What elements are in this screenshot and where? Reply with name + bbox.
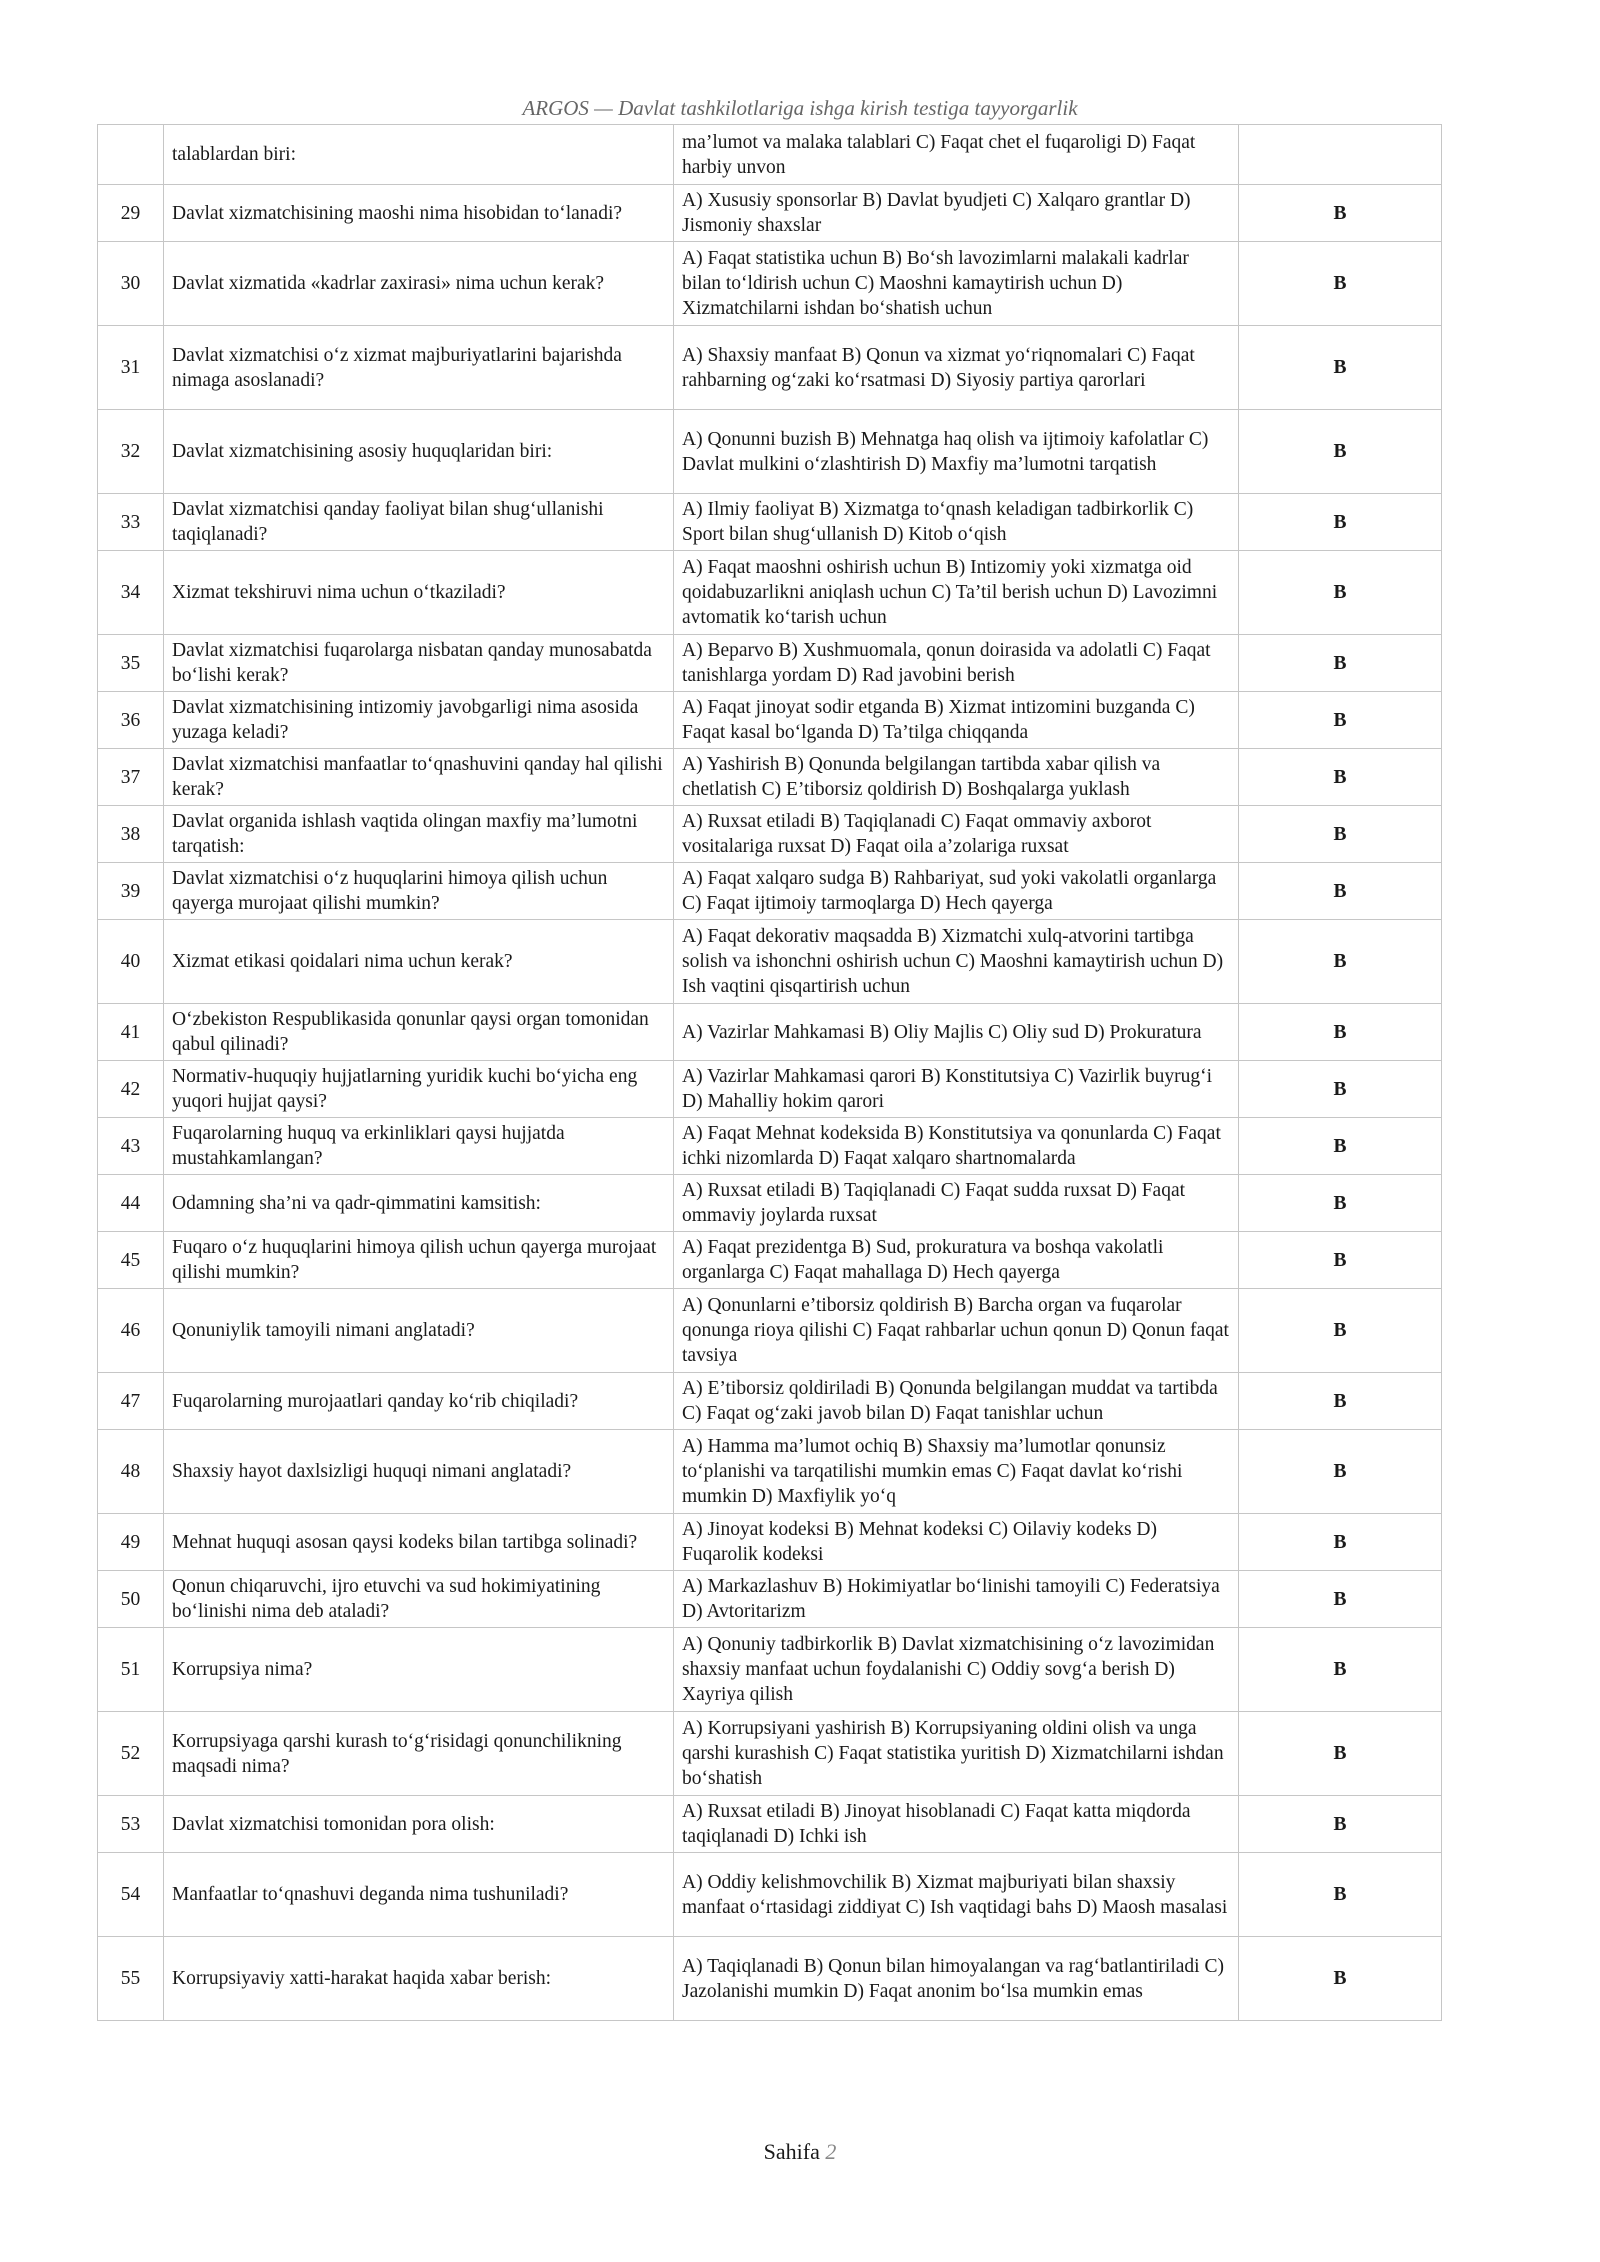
correct-answer: B [1239, 1571, 1442, 1628]
correct-answer: B [1239, 920, 1442, 1004]
correct-answer: B [1239, 1712, 1442, 1796]
correct-answer: B [1239, 1118, 1442, 1175]
question-text: Odamning sha’ni va qadr-qimmatini kamsitish: [164, 1175, 674, 1232]
question-text: Xizmat etikasi qoidalari nima uchun kerak? [164, 920, 674, 1004]
page-footer [0, 2139, 1600, 2165]
correct-answer: B [1239, 635, 1442, 692]
answer-options: A) E’tiborsiz qoldiriladi B) Qonunda belgilangan muddat va tartibda C) Faqat og‘zaki javob bilan D) Faqat tanishlar uchun [674, 1373, 1239, 1430]
table-row [98, 494, 1442, 551]
question-number: 34 [98, 551, 164, 635]
table-row [98, 1514, 1442, 1571]
answer-options: A) Ilmiy faoliyat B) Xizmatga to‘qnash keladigan tadbirkorlik C) Sport bilan shug‘ullanish D) Kitob o‘qish [674, 494, 1239, 551]
correct-answer: B [1239, 749, 1442, 806]
correct-answer: B [1239, 326, 1442, 410]
question-number: 50 [98, 1571, 164, 1628]
question-number: 29 [98, 185, 164, 242]
question-text: Qonun chiqaruvchi, ijro etuvchi va sud hokimiyatining bo‘linishi nima deb ataladi? [164, 1571, 674, 1628]
answer-options: A) Taqiqlanadi B) Qonun bilan himoyalangan va rag‘batlantiriladi C) Jazolanishi mumkin D) Faqat anonim bo‘lsa mumkin emas [674, 1937, 1239, 2021]
table-row [98, 1118, 1442, 1175]
table-row [98, 1628, 1442, 1712]
question-text: Davlat xizmatchisi manfaatlar to‘qnashuvini qanday hal qilishi kerak? [164, 749, 674, 806]
question-text: Manfaatlar to‘qnashuvi deganda nima tushuniladi? [164, 1853, 674, 1937]
question-text: Shaxsiy hayot daxlsizligi huquqi nimani anglatadi? [164, 1430, 674, 1514]
question-text: Davlat xizmatchisining maoshi nima hisobidan to‘lanadi? [164, 185, 674, 242]
question-number [98, 125, 164, 185]
answer-options: A) Qonunlarni e’tiborsiz qoldirish B) Barcha organ va fuqarolar qonunga rioya qilishi C) Faqat rahbarlar uchun qonun D) Qonun faqat tavsiya [674, 1289, 1239, 1373]
question-number: 40 [98, 920, 164, 1004]
answer-options: A) Faqat maoshni oshirish uchun B) Intizomiy yoki xizmatga oid qoidabuzarlikni aniqlash uchun C) Ta’til berish uchun D) Lavozimni avtomatik ko‘tarish uchun [674, 551, 1239, 635]
question-text: talablardan biri: [164, 125, 674, 185]
running-header: ARGOS — Davlat tashkilotlariga ishga kirish testiga tayyorgarlik [522, 96, 1078, 120]
question-text: Davlat xizmatchisi o‘z xizmat majburiyatlarini bajarishda nimaga asoslanadi? [164, 326, 674, 410]
table-row [98, 635, 1442, 692]
question-number: 39 [98, 863, 164, 920]
table-row [98, 1061, 1442, 1118]
answer-options: A) Ruxsat etiladi B) Jinoyat hisoblanadi C) Faqat katta miqdorda taqiqlanadi D) Ichki ish [674, 1796, 1239, 1853]
footer-label: Sahifa [763, 2139, 820, 2164]
correct-answer: B [1239, 1061, 1442, 1118]
correct-answer: B [1239, 1514, 1442, 1571]
answer-options: A) Faqat prezidentga B) Sud, prokuratura va boshqa vakolatli organlarga C) Faqat mahallaga D) Hech qayerga [674, 1232, 1239, 1289]
table-row [98, 1712, 1442, 1796]
question-number: 33 [98, 494, 164, 551]
question-text: Davlat xizmatchisi qanday faoliyat bilan shug‘ullanishi taqiqlanadi? [164, 494, 674, 551]
table-row [98, 1571, 1442, 1628]
answer-options: A) Jinoyat kodeksi B) Mehnat kodeksi C) Oilaviy kodeks D) Fuqarolik kodeksi [674, 1514, 1239, 1571]
table-row [98, 1289, 1442, 1373]
question-text: Davlat xizmatchisining asosiy huquqlaridan biri: [164, 410, 674, 494]
table-row [98, 806, 1442, 863]
test-table [97, 124, 1442, 2021]
question-number: 41 [98, 1004, 164, 1061]
correct-answer: B [1239, 1289, 1442, 1373]
correct-answer: B [1239, 551, 1442, 635]
question-number: 31 [98, 326, 164, 410]
question-number: 42 [98, 1061, 164, 1118]
correct-answer: B [1239, 1796, 1442, 1853]
page-content [97, 124, 1441, 2021]
question-text: Davlat xizmatchisi tomonidan pora olish: [164, 1796, 674, 1853]
question-number: 30 [98, 242, 164, 326]
question-number: 45 [98, 1232, 164, 1289]
table-row [98, 920, 1442, 1004]
question-number: 38 [98, 806, 164, 863]
answer-options: A) Faqat dekorativ maqsadda B) Xizmatchi xulq-atvorini tartibga solish va ishonchni oshirish uchun C) Maoshni kamaytirish uchun D) Ish vaqtini qisqartirish uchun [674, 920, 1239, 1004]
answer-options: A) Oddiy kelishmovchilik B) Xizmat majburiyati bilan shaxsiy manfaat o‘rtasidagi ziddiyat C) Ish vaqtidagi bahs D) Maosh masalasi [674, 1853, 1239, 1937]
question-number: 47 [98, 1373, 164, 1430]
correct-answer: B [1239, 1430, 1442, 1514]
correct-answer: B [1239, 806, 1442, 863]
question-text: Korrupsiyaga qarshi kurash to‘g‘risidagi qonunchilikning maqsadi nima? [164, 1712, 674, 1796]
question-number: 53 [98, 1796, 164, 1853]
answer-options: A) Shaxsiy manfaat B) Qonun va xizmat yo‘riqnomalari C) Faqat rahbarning og‘zaki ko‘rsatmasi D) Siyosiy partiya qarorlari [674, 326, 1239, 410]
question-number: 54 [98, 1853, 164, 1937]
answer-options: A) Faqat xalqaro sudga B) Rahbariyat, sud yoki vakolatli organlarga C) Faqat ijtimoiy tarmoqlarga D) Hech qayerga [674, 863, 1239, 920]
correct-answer: B [1239, 1232, 1442, 1289]
answer-options: A) Xususiy sponsorlar B) Davlat byudjeti C) Xalqaro grantlar D) Jismoniy shaxslar [674, 185, 1239, 242]
answer-options: A) Vazirlar Mahkamasi qarori B) Konstitutsiya C) Vazirlik buyrug‘i D) Mahalliy hokim qarori [674, 1061, 1239, 1118]
answer-options: A) Hamma ma’lumot ochiq B) Shaxsiy ma’lumotlar qonunsiz to‘planishi va tarqatilishi mumkin emas C) Faqat davlat ko‘rishi mumkin D) Maxfiylik yo‘q [674, 1430, 1239, 1514]
correct-answer: B [1239, 410, 1442, 494]
answer-options: A) Faqat jinoyat sodir etganda B) Xizmat intizomini buzganda C) Faqat kasal bo‘lganda D) Ta’tilga chiqqanda [674, 692, 1239, 749]
table-row [98, 1004, 1442, 1061]
correct-answer: B [1239, 1175, 1442, 1232]
correct-answer: B [1239, 494, 1442, 551]
answer-options: A) Markazlashuv B) Hokimiyatlar bo‘linishi tamoyili C) Federatsiya D) Avtoritarizm [674, 1571, 1239, 1628]
table-row [98, 1430, 1442, 1514]
table-row [98, 863, 1442, 920]
table-row [98, 1175, 1442, 1232]
answer-options: A) Faqat statistika uchun B) Bo‘sh lavozimlarni malakali kadrlar bilan to‘ldirish uchun C) Maoshni kamaytirish uchun D) Xizmatchilarni ishdan bo‘shatish uchun [674, 242, 1239, 326]
table-row [98, 749, 1442, 806]
table-row [98, 1937, 1442, 2021]
question-text: Davlat xizmatchisi fuqarolarga nisbatan qanday munosabatda bo‘lishi kerak? [164, 635, 674, 692]
question-number: 43 [98, 1118, 164, 1175]
question-number: 49 [98, 1514, 164, 1571]
answer-options: A) Vazirlar Mahkamasi B) Oliy Majlis C) Oliy sud D) Prokuratura [674, 1004, 1239, 1061]
table-row [98, 326, 1442, 410]
table-row [98, 1796, 1442, 1853]
question-text: Fuqarolarning murojaatlari qanday ko‘rib chiqiladi? [164, 1373, 674, 1430]
table-row [98, 551, 1442, 635]
question-number: 55 [98, 1937, 164, 2021]
answer-options: A) Faqat Mehnat kodeksida B) Konstitutsiya va qonunlarda C) Faqat ichki nizomlarda D) Faqat xalqaro shartnomalarda [674, 1118, 1239, 1175]
question-number: 48 [98, 1430, 164, 1514]
table-row [98, 1853, 1442, 1937]
question-text: Qonuniylik tamoyili nimani anglatadi? [164, 1289, 674, 1373]
correct-answer: B [1239, 185, 1442, 242]
question-text: Davlat xizmatchisi o‘z huquqlarini himoya qilish uchun qayerga murojaat qilishi mumkin? [164, 863, 674, 920]
correct-answer: B [1239, 242, 1442, 326]
page-number: 2 [825, 2139, 837, 2164]
table-row [98, 185, 1442, 242]
question-text: Davlat organida ishlash vaqtida olingan maxfiy ma’lumotni tarqatish: [164, 806, 674, 863]
question-number: 35 [98, 635, 164, 692]
answer-options: A) Yashirish B) Qonunda belgilangan tartibda xabar qilish va chetlatish C) E’tiborsiz qoldirish D) Boshqalarga yuklash [674, 749, 1239, 806]
question-number: 46 [98, 1289, 164, 1373]
table-row [98, 410, 1442, 494]
question-text: Normativ-huquqiy hujjatlarning yuridik kuchi bo‘yicha eng yuqori hujjat qaysi? [164, 1061, 674, 1118]
correct-answer: B [1239, 692, 1442, 749]
answer-options: A) Beparvo B) Xushmuomala, qonun doirasida va adolatli C) Faqat tanishlarga yordam D) Rad javobini berish [674, 635, 1239, 692]
table-row [98, 692, 1442, 749]
question-number: 37 [98, 749, 164, 806]
question-text: Korrupsiyaviy xatti-harakat haqida xabar berish: [164, 1937, 674, 2021]
correct-answer [1239, 125, 1442, 185]
table-row [98, 1373, 1442, 1430]
table-row [98, 125, 1442, 185]
question-number: 32 [98, 410, 164, 494]
question-number: 36 [98, 692, 164, 749]
question-number: 51 [98, 1628, 164, 1712]
question-text: Korrupsiya nima? [164, 1628, 674, 1712]
test-table-body [98, 125, 1442, 2021]
question-text: Davlat xizmatchisining intizomiy javobgarligi nima asosida yuzaga keladi? [164, 692, 674, 749]
table-row [98, 242, 1442, 326]
question-number: 44 [98, 1175, 164, 1232]
answer-options: A) Ruxsat etiladi B) Taqiqlanadi C) Faqat ommaviy axborot vositalariga ruxsat D) Faqat oila a’zolariga ruxsat [674, 806, 1239, 863]
question-text: Fuqaro o‘z huquqlarini himoya qilish uchun qayerga murojaat qilishi mumkin? [164, 1232, 674, 1289]
answer-options: A) Qonunni buzish B) Mehnatga haq olish va ijtimoiy kafolatlar C) Davlat mulkini o‘zlashtirish D) Maxfiy ma’lumotni tarqatish [674, 410, 1239, 494]
table-row [98, 1232, 1442, 1289]
answer-options: ma’lumot va malaka talablari C) Faqat chet el fuqaroligi D) Faqat harbiy unvon [674, 125, 1239, 185]
question-text: O‘zbekiston Respublikasida qonunlar qaysi organ tomonidan qabul qilinadi? [164, 1004, 674, 1061]
correct-answer: B [1239, 1937, 1442, 2021]
answer-options: A) Ruxsat etiladi B) Taqiqlanadi C) Faqat sudda ruxsat D) Faqat ommaviy joylarda ruxsat [674, 1175, 1239, 1232]
correct-answer: B [1239, 1373, 1442, 1430]
question-text: Fuqarolarning huquq va erkinliklari qaysi hujjatda mustahkamlangan? [164, 1118, 674, 1175]
correct-answer: B [1239, 1004, 1442, 1061]
question-text: Xizmat tekshiruvi nima uchun o‘tkaziladi? [164, 551, 674, 635]
question-number: 52 [98, 1712, 164, 1796]
correct-answer: B [1239, 1628, 1442, 1712]
correct-answer: B [1239, 1853, 1442, 1937]
answer-options: A) Qonuniy tadbirkorlik B) Davlat xizmatchisining o‘z lavozimidan shaxsiy manfaat uchun foydalanishi C) Oddiy sovg‘a berish D) Xayriya qilish [674, 1628, 1239, 1712]
question-text: Mehnat huquqi asosan qaysi kodeks bilan tartibga solinadi? [164, 1514, 674, 1571]
answer-options: A) Korrupsiyani yashirish B) Korrupsiyaning oldini olish va unga qarshi kurashish C) Faqat statistika yuritish D) Xizmatchilarni ishdan bo‘shatish [674, 1712, 1239, 1796]
correct-answer: B [1239, 863, 1442, 920]
question-text: Davlat xizmatida «kadrlar zaxirasi» nima uchun kerak? [164, 242, 674, 326]
